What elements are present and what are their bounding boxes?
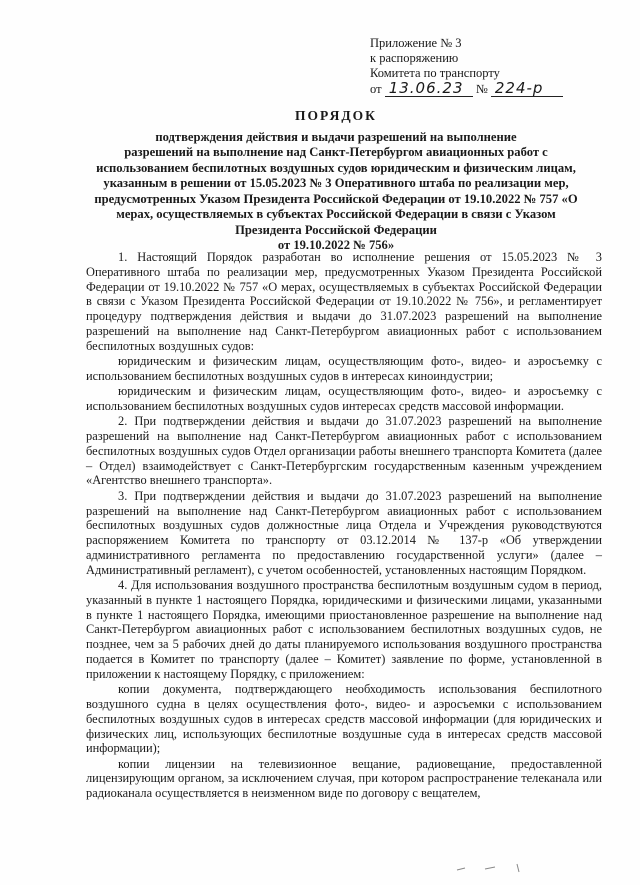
title-line: от 19.10.2022 № 756» bbox=[277, 238, 395, 252]
title-line: Президента Российской Федерации bbox=[235, 222, 437, 237]
title-line: разрешений на выполнение над Санкт-Петербургом авиационных работ с bbox=[124, 145, 548, 159]
document-body bbox=[86, 250, 602, 801]
appendix-date-line bbox=[370, 81, 563, 97]
appendix-line-3: Комитета по транспорту bbox=[370, 66, 500, 80]
number-prefix: № bbox=[475, 82, 488, 96]
paragraph: копии документа, подтверждающего необходимость использования беспилотного воздушного судна в целях осуществления фото-, видео- и аэросъемки с использованием беспилотных воздушных судов в интересах средств массовой информации (для юридических и физических лиц, использующих беспилотные воздушные суда в интересах средств массовой информации); bbox=[86, 682, 602, 756]
document-title bbox=[60, 108, 612, 254]
paragraph: 2. При подтверждении действия и выдачи до 31.07.2023 разрешений на выполнение разрешений на выполнение над Санкт-Петербургом авиационных работ с использованием беспилотных воздушных судов Отдел организации работы внешнего транспорта Комитета (далее – Отдел) взаимодействует с Санкт-Петербургским государственным казенным учреждением «Агентство внешнего транспорта». bbox=[86, 414, 602, 488]
number-value: 224-р bbox=[491, 81, 563, 97]
date-prefix: от bbox=[370, 82, 382, 96]
paragraph: 1. Настоящий Порядок разработан во исполнение решения от 15.05.2023 № 3 Оперативного штаба по реализации мер, предусмотренных Указом Президента Российской Федерации от 19.10.2022 № 757 «О мерах, осуществляемых в субъектах Российской Федерации в связи с Указом Президента Российской Федерации от 19.10.2022 № 756», и регламентирует процедуру подтверждения действия и выдачи до 31.07.2023 разрешений на выполнение разрешений на выполнение над Санкт-Петербургом авиационных работ с использованием беспилотных воздушных судов: bbox=[86, 250, 602, 353]
paragraph: юридическим и физическим лицам, осуществляющим фото-, видео- и аэросъемку с использованием беспилотных воздушных судов интересах средств массовой информации. bbox=[86, 384, 602, 413]
paragraph: копии лицензии на телевизионное вещание, радиовещание, предоставленной лицензирующим органом, за исключением случая, при котором распространение телеканала или радиоканала осуществляется в неизменном виде по договору с вещателем, bbox=[86, 756, 602, 801]
appendix-line-1: Приложение № 3 bbox=[370, 36, 462, 50]
title-line: предусмотренных Указом Президента Российской Федерации от 19.10.2022 № 757 «О bbox=[94, 191, 578, 206]
title-heading: ПОРЯДОК bbox=[295, 108, 377, 123]
date-value: 13.06.23 bbox=[385, 81, 473, 97]
title-line: использованием беспилотных воздушных судов юридическим и физическим лицам, bbox=[96, 160, 576, 175]
paragraph: 3. При подтверждении действия и выдачи до 31.07.2023 разрешений на выполнение разрешений на выполнение над Санкт-Петербургом авиационных работ с использованием беспилотных воздушных судов должностные лица Отдела и Учреждения руководствуются распоряжением Комитета по транспорту от 03.12.2014 № 137-р «Об утверждении административного регламента по предоставлению государственной услуги» (далее – Административный регламент), с учетом особенностей, установленных настоящим Порядком. bbox=[86, 488, 602, 577]
title-line: указанным в решении от 15.05.2023 № 3 Оперативного штаба по реализации мер, bbox=[103, 176, 569, 190]
appendix-header bbox=[370, 36, 563, 97]
title-line: мерах, осуществляемых в субъектах Российской Федерации в связи с Указом bbox=[116, 207, 556, 221]
title-line: подтверждения действия и выдачи разрешений на выполнение bbox=[155, 129, 517, 144]
appendix-line-2: к распоряжению bbox=[370, 51, 459, 65]
scan-mark bbox=[455, 862, 535, 874]
paragraph: юридическим и физическим лицам, осуществляющим фото-, видео- и аэросъемку с использованием беспилотных воздушных судов в интересах киноиндустрии; bbox=[86, 354, 602, 383]
paragraph: 4. Для использования воздушного пространства беспилотным воздушным судом в период, указанный в пункте 1 настоящего Порядка, юридическими и физическими лицами, указанными в пункте 1 настоящего Порядка, имеющими приостановленное разрешение на выполнение над Санкт-Петербургом авиационных работ с использованием беспилотных воздушных судов, не позднее, чем за 5 рабочих дней до даты планируемого использования воздушного пространства подается в Комитет по транспорту (далее – Комитет) заявление по форме, установленной в приложении к настоящему Порядку, с приложением: bbox=[86, 578, 602, 681]
